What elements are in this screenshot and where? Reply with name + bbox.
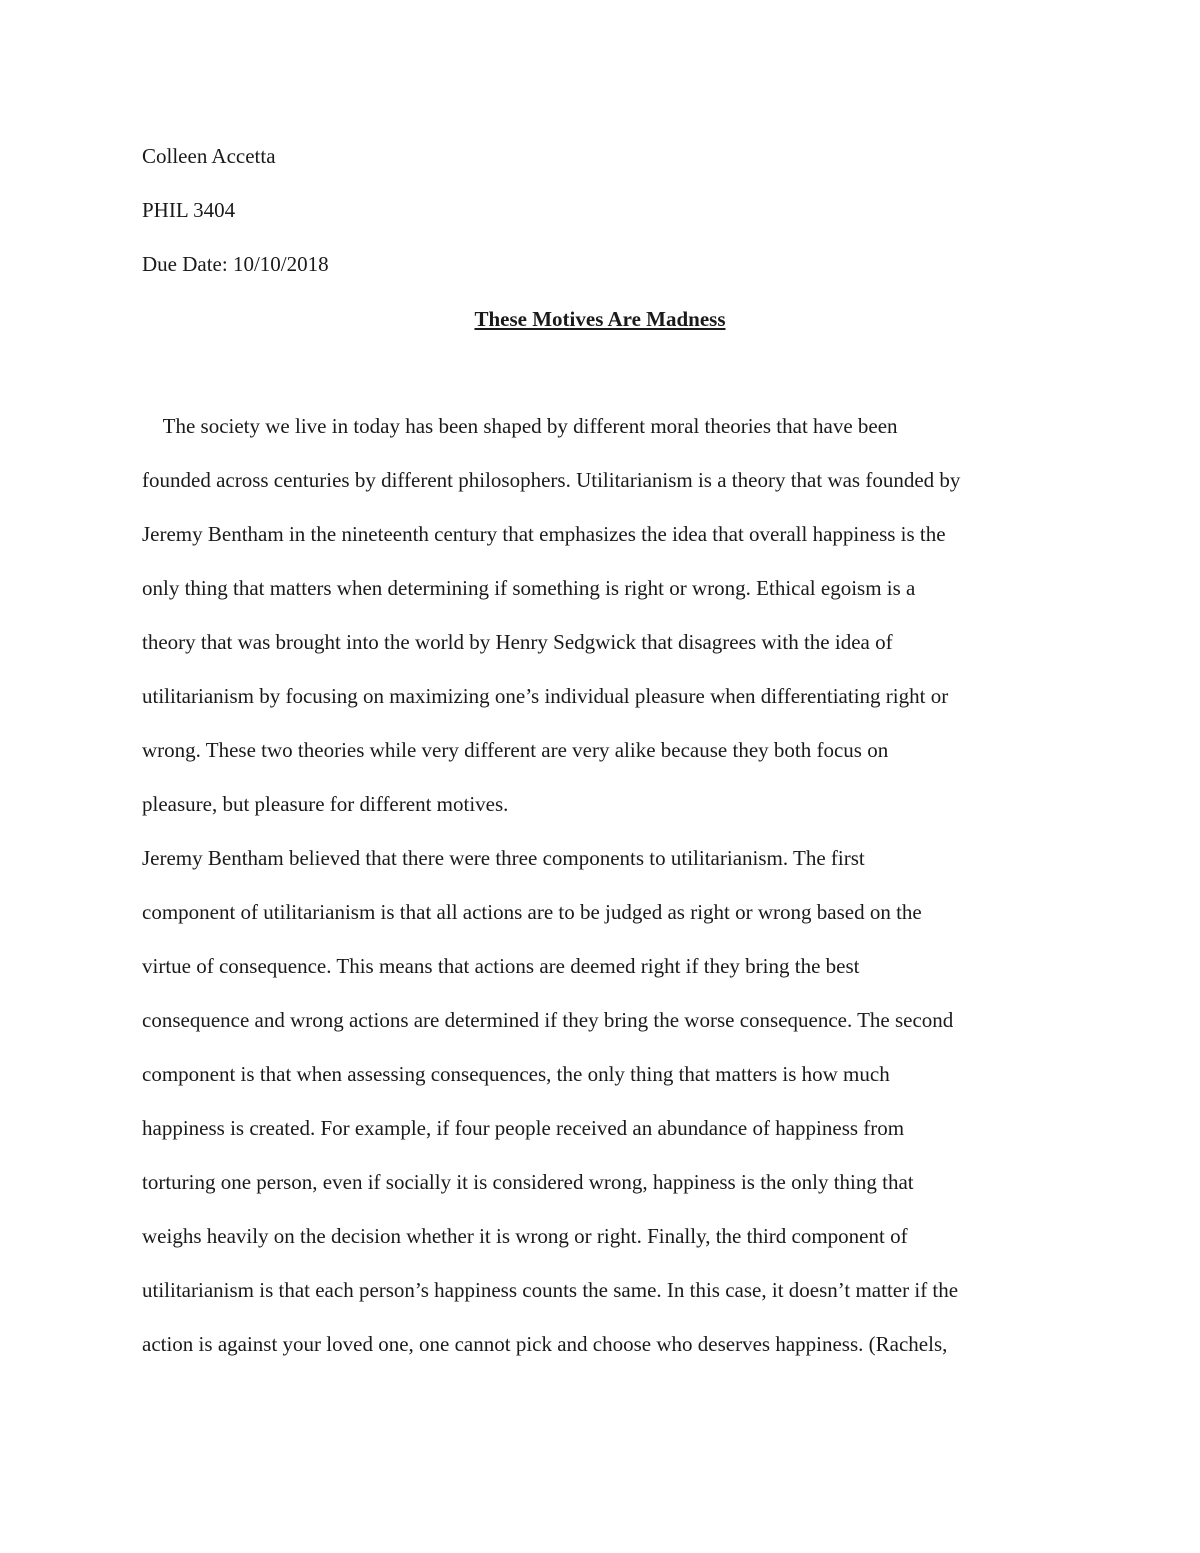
- paragraph-line: component of utilitarianism is that all actions are to be judged as right or wrong based on the: [142, 900, 922, 924]
- paragraph-line: founded across centuries by different philosophers. Utilitarianism is a theory that was founded by: [142, 468, 961, 492]
- paragraph-line: action is against your loved one, one cannot pick and choose who deserves happiness. (Rachels,: [142, 1332, 948, 1356]
- paragraph-line: torturing one person, even if socially it is considered wrong, happiness is the only thing that: [142, 1170, 914, 1194]
- paragraph-line: wrong. These two theories while very different are very alike because they both focus on: [142, 738, 889, 762]
- due-date: Due Date: 10/10/2018: [142, 252, 329, 276]
- paragraph-line: utilitarianism is that each person’s happiness counts the same. In this case, it doesn’t matter if the: [142, 1278, 959, 1302]
- paragraph-line: component is that when assessing consequences, the only thing that matters is how much: [142, 1062, 890, 1086]
- paragraph-line: The society we live in today has been shaped by different moral theories that have been: [142, 414, 898, 438]
- paragraph-line: weighs heavily on the decision whether it is wrong or right. Finally, the third component of: [142, 1224, 908, 1248]
- paragraph-line: pleasure, but pleasure for different motives.: [142, 792, 509, 816]
- paragraph-line: only thing that matters when determining if something is right or wrong. Ethical egoism is a: [142, 576, 916, 600]
- paragraph-line: Jeremy Bentham in the nineteenth century that emphasizes the idea that overall happiness is the: [142, 522, 946, 546]
- course-code: PHIL 3404: [142, 198, 236, 222]
- paragraph-line: theory that was brought into the world by Henry Sedgwick that disagrees with the idea of: [142, 630, 893, 654]
- essay-title: These Motives Are Madness: [474, 307, 726, 331]
- paragraph-line: Jeremy Bentham believed that there were three components to utilitarianism. The first: [142, 846, 865, 870]
- paragraph-line: consequence and wrong actions are determined if they bring the worse consequence. The second: [142, 1008, 954, 1032]
- author-name: Colleen Accetta: [142, 144, 276, 168]
- paragraph-line: utilitarianism by focusing on maximizing one’s individual pleasure when differentiating right or: [142, 684, 949, 708]
- paragraph-line: virtue of consequence. This means that actions are deemed right if they bring the best: [142, 954, 860, 978]
- paragraph-line: happiness is created. For example, if four people received an abundance of happiness from: [142, 1116, 905, 1140]
